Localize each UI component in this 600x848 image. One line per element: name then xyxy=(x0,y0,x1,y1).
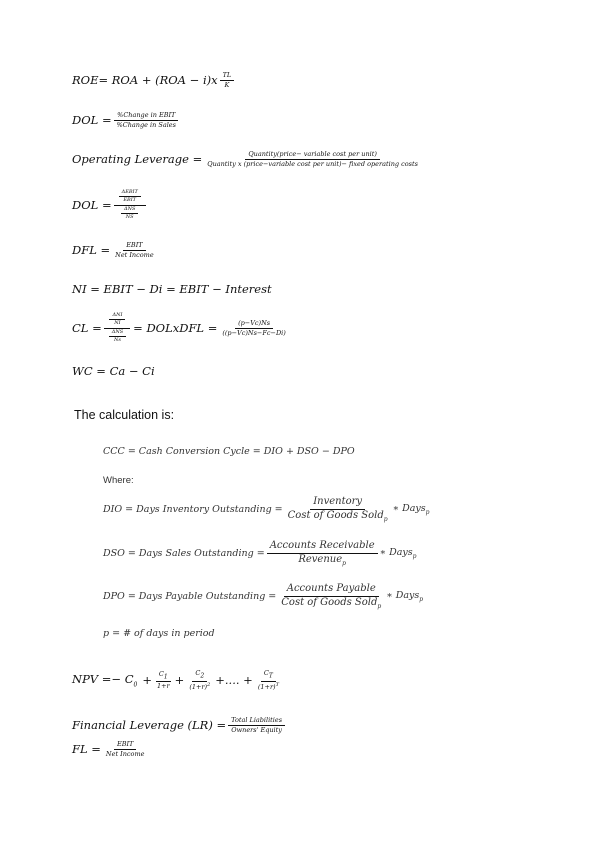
cl-fraction xyxy=(219,320,288,337)
npv-term-1 xyxy=(154,671,173,690)
npv-plus-2: + xyxy=(174,673,185,688)
dpo-den-main: Cost of Goods Sold xyxy=(281,596,378,608)
fl-lhs: FL = xyxy=(72,742,101,757)
operating-fraction xyxy=(204,151,421,168)
dso-rhs-main: ∗ Days xyxy=(379,547,413,559)
dso-equation xyxy=(103,541,416,567)
lr-denominator: Owners' Equity xyxy=(231,725,282,734)
cl-outer-fraction xyxy=(104,313,131,343)
operating-denominator: Quantity x (price−variable cost per unit)− fixed operating costs xyxy=(207,159,418,168)
operating-numerator: Quantity(price− variable cost per unit) xyxy=(245,151,380,160)
dol1-numerator: %Change in EBIT xyxy=(114,112,178,121)
dso-rhs-sub: p xyxy=(412,553,417,561)
npv-term-1-den: 1+r xyxy=(156,682,170,691)
dio-den-sub: p xyxy=(383,515,388,523)
npv-n2: C xyxy=(195,669,201,677)
lr-fraction xyxy=(228,717,285,734)
npv-dT-sup: T xyxy=(275,681,279,688)
lr-numerator: Total Liabilities xyxy=(228,717,285,726)
financial-leverage-equation xyxy=(72,717,287,734)
dio-lhs: DIO = Days Inventory Outstanding = xyxy=(103,504,283,516)
npv-term-t-num xyxy=(261,670,276,682)
roe-equation xyxy=(72,72,236,89)
wc-text: WC = Ca − Ci xyxy=(72,364,155,378)
dpo-fraction xyxy=(278,584,384,610)
dol2-top-num: ΔEBIT xyxy=(119,190,141,197)
cl-bottom xyxy=(104,329,131,344)
dpo-rhs-sub: p xyxy=(419,596,424,604)
dpo-lhs: DPO = Days Payable Outstanding = xyxy=(103,591,277,603)
ni-text: NI = EBIT − Di = EBIT − Interest xyxy=(72,282,272,296)
dol-equation-2 xyxy=(72,190,148,220)
npv-c0-sub: 0 xyxy=(133,681,138,689)
cl-top-fraction xyxy=(109,313,125,327)
p-text: p = # of days in period xyxy=(103,628,215,639)
dio-rhs-main: ∗ Days xyxy=(392,503,426,515)
dol1-lhs: DOL = xyxy=(72,113,112,128)
dol1-fraction xyxy=(114,112,179,129)
npv-term-t xyxy=(255,670,282,691)
where-label: Where: xyxy=(103,475,134,486)
ccc-equation xyxy=(103,446,355,457)
dol2-bottom-fraction xyxy=(121,207,138,221)
npv-dots: +.... + xyxy=(215,673,253,688)
fl-equation xyxy=(72,741,149,758)
roe-mid: = ROA + (ROA − i)x xyxy=(98,73,218,88)
lr-lhs: Financial Leverage (LR) = xyxy=(72,718,227,733)
dfl-numerator: EBIT xyxy=(123,242,145,251)
dpo-rhs xyxy=(386,590,423,603)
dol2-outer-fraction xyxy=(114,190,146,220)
dfl-denominator: Net Income xyxy=(115,250,154,259)
dio-denominator xyxy=(285,510,391,523)
cl-mid: = DOLxDFL = xyxy=(133,321,218,335)
dol2-top xyxy=(114,190,146,206)
dol-equation-1 xyxy=(72,112,181,129)
dio-rhs-sub: p xyxy=(425,509,430,517)
cl-equation xyxy=(72,313,291,343)
dol2-bot-den: NS xyxy=(125,213,134,220)
npv-plus-1: + xyxy=(142,673,152,688)
npv-n1: C xyxy=(158,669,164,678)
roe-denominator: K xyxy=(224,80,230,89)
dio-equation xyxy=(103,497,429,523)
dol2-bottom xyxy=(116,206,143,221)
cl-bot-num: ΔNS xyxy=(109,330,126,337)
dio-fraction xyxy=(285,497,391,523)
npv-lhs xyxy=(72,672,137,688)
dpo-denominator xyxy=(278,597,384,610)
npv-term-2-den xyxy=(186,682,213,691)
calculation-heading: The calculation is: xyxy=(74,408,175,422)
npv-nT-sub: T xyxy=(268,672,273,680)
fl-fraction xyxy=(103,741,148,758)
npv-term-2 xyxy=(186,670,213,691)
cl-lhs: CL = xyxy=(72,321,102,335)
cl-bot-den: Ns xyxy=(113,336,121,343)
dol2-bot-num: ΔNS xyxy=(121,207,138,214)
npv-n2-sub: 2 xyxy=(200,672,205,680)
fl-numerator: EBIT xyxy=(114,741,136,750)
roe-numerator: TL xyxy=(220,72,235,81)
roe-fraction xyxy=(220,72,235,89)
npv-nT: C xyxy=(263,669,269,677)
operating-lhs: Operating Leverage = xyxy=(72,152,203,167)
dol2-lhs: DOL = xyxy=(72,198,112,212)
fl-denominator: Net Income xyxy=(105,749,145,758)
wc-equation xyxy=(72,364,155,378)
ccc-text: CCC = Cash Conversion Cycle = DIO + DSO − DPO xyxy=(103,446,355,457)
dso-den-main: Revenue xyxy=(298,553,343,565)
cl-top xyxy=(104,313,130,329)
npv-lhs-main: NPV =− C xyxy=(72,672,134,687)
dso-fraction xyxy=(267,541,378,567)
dfl-fraction xyxy=(112,242,157,259)
npv-n1-sub: 1 xyxy=(163,672,168,680)
dpo-numerator: Accounts Payable xyxy=(284,584,379,597)
dol2-top-fraction xyxy=(119,190,141,204)
dso-denominator xyxy=(295,554,349,567)
dpo-rhs-main: ∗ Days xyxy=(386,590,420,602)
npv-d2-sup: 2 xyxy=(207,681,211,688)
cl-bottom-fraction xyxy=(109,330,126,344)
dso-rhs xyxy=(380,547,417,560)
dso-numerator: Accounts Receivable xyxy=(267,541,378,554)
operating-leverage-equation xyxy=(72,151,423,168)
dio-numerator: Inventory xyxy=(310,497,365,510)
dol2-top-den: EBIT xyxy=(123,197,137,204)
npv-equation xyxy=(72,670,284,691)
cl-top-num: ΔNI xyxy=(109,313,125,320)
dpo-equation xyxy=(103,584,423,610)
cl-denominator: ((p−Vc)Ns−Fc−Di) xyxy=(222,328,286,337)
dso-lhs: DSO = Days Sales Outstanding = xyxy=(103,548,265,560)
cl-top-den: NI xyxy=(114,320,121,327)
npv-dT: (1+r) xyxy=(257,682,276,691)
dol1-denominator: %Change in Sales xyxy=(116,120,176,129)
dio-rhs xyxy=(393,503,430,516)
ni-equation xyxy=(72,282,272,296)
npv-term-t-den xyxy=(255,682,282,691)
dfl-equation xyxy=(72,242,159,259)
dio-den-main: Cost of Goods Sold xyxy=(287,509,384,521)
p-definition xyxy=(103,628,215,639)
npv-term-2-num xyxy=(192,670,207,682)
dfl-lhs: DFL = xyxy=(72,243,111,258)
roe-lhs: ROE xyxy=(72,73,99,88)
npv-d2: (1+r) xyxy=(189,682,208,691)
dpo-den-sub: p xyxy=(377,602,382,610)
dso-den-sub: p xyxy=(342,559,346,567)
npv-term-1-num xyxy=(156,671,171,683)
cl-numerator: (p−Vc)Ns xyxy=(235,320,273,329)
